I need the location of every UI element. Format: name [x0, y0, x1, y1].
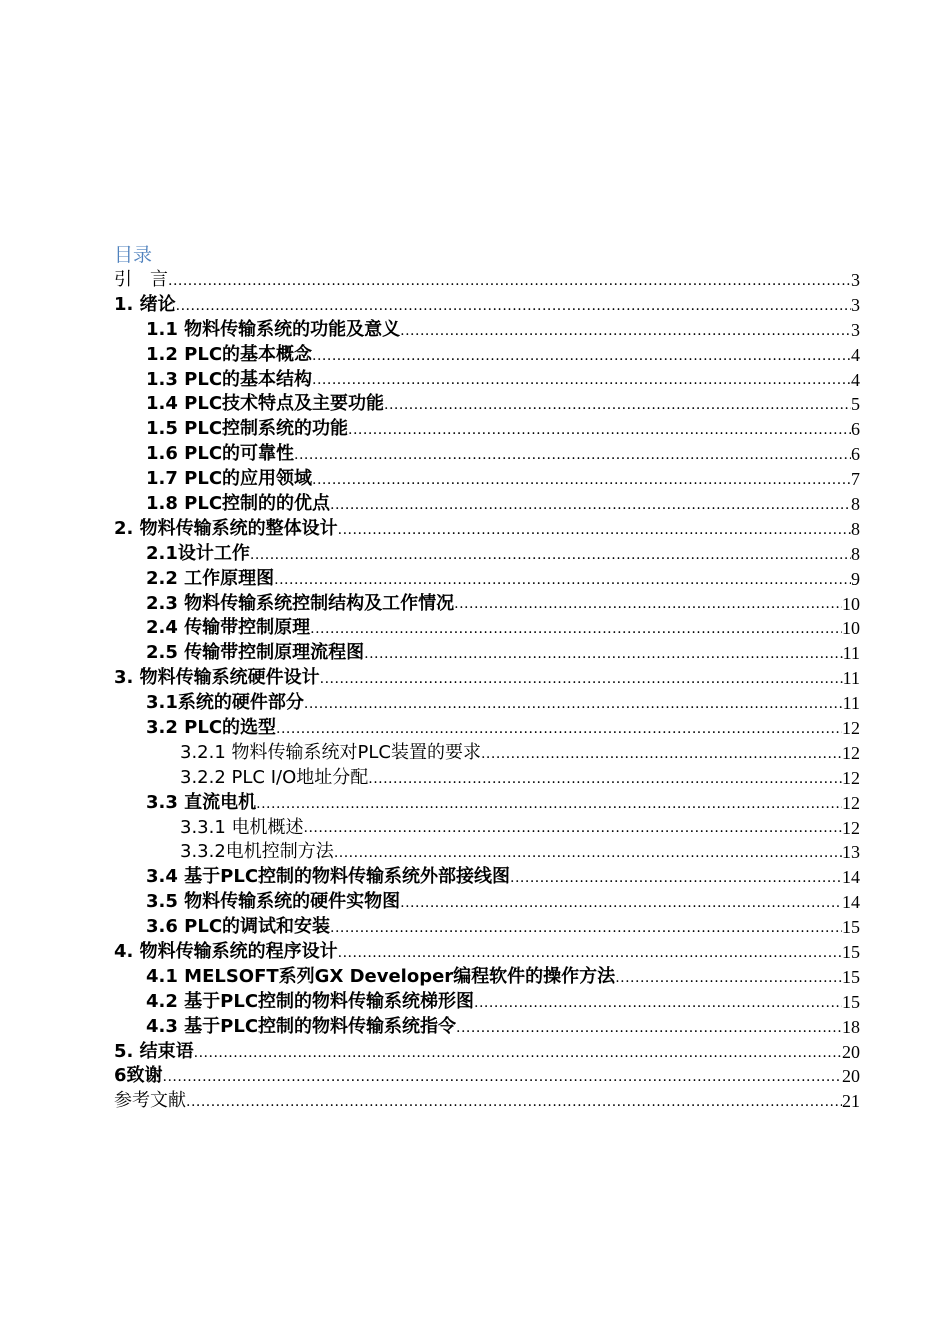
toc-entry-page-number: 3 — [851, 294, 860, 315]
toc-dot-leader — [330, 498, 851, 512]
toc-entry-title: 3.1系统的硬件部分 — [146, 692, 304, 714]
toc-dot-leader — [186, 1095, 842, 1109]
toc-dot-leader — [474, 996, 842, 1010]
toc-entry-title: 4.2 基于PLC控制的物料传输系统梯形图 — [146, 990, 475, 1012]
toc-entry-title: 3.3 直流电机 — [146, 791, 257, 813]
toc-entry[interactable] — [114, 442, 860, 467]
toc-dot-leader — [338, 523, 851, 537]
toc-entry-page-number: 15 — [842, 966, 860, 987]
toc-entry-page-number: 8 — [851, 518, 860, 539]
toc-entry-page-number: 8 — [851, 543, 860, 564]
toc-entry-page-number: 15 — [842, 917, 860, 938]
toc-entry-page-number: 13 — [842, 842, 860, 863]
toc-entry[interactable] — [114, 741, 860, 766]
toc-entry-page-number: 8 — [851, 494, 860, 514]
toc-dot-leader — [304, 697, 843, 711]
toc-dot-leader — [400, 896, 842, 910]
toc-entry-title: 3.2.2 PLC I/O地址分配 — [180, 766, 369, 788]
toc-dot-leader — [304, 821, 842, 835]
toc-entry-title: 1.5 PLC控制系统的功能 — [146, 418, 349, 440]
toc-entry[interactable] — [114, 592, 860, 617]
toc-list — [114, 268, 860, 1114]
toc-entry-title: 1.6 PLC的可靠性 — [146, 443, 295, 465]
toc-dot-leader — [456, 1021, 842, 1035]
toc-entry-title: 2.1设计工作 — [146, 542, 250, 564]
toc-entry[interactable] — [114, 318, 860, 343]
toc-entry-title: 2.5 传输带控制原理流程图 — [146, 642, 365, 664]
toc-entry-page-number: 6 — [851, 419, 860, 440]
toc-entry[interactable] — [114, 492, 860, 517]
toc-entry-title: 1.1 物料传输系统的功能及意义 — [146, 318, 401, 340]
toc-entry[interactable] — [114, 965, 860, 990]
toc-entry[interactable] — [114, 890, 860, 915]
toc-entry-title: 3.2.1 物料传输系统对PLC装置的要求 — [180, 741, 481, 763]
toc-entry-page-number: 21 — [842, 1091, 860, 1112]
toc-heading: 目录 — [114, 244, 153, 266]
toc-entry-title: 2.2 工作原理图 — [146, 567, 275, 589]
toc-dot-leader — [312, 373, 851, 387]
toc-entry[interactable] — [114, 816, 860, 841]
toc-entry-title: 3.5 物料传输系统的硬件实物图 — [146, 891, 401, 913]
toc-entry[interactable] — [114, 940, 860, 965]
toc-dot-leader — [510, 871, 842, 885]
toc-dot-leader — [168, 274, 851, 288]
toc-dot-leader — [310, 622, 842, 636]
toc-dot-leader — [330, 921, 842, 935]
toc-entry[interactable] — [114, 542, 860, 567]
toc-entry-title: 3.6 PLC的调试和安装 — [146, 916, 331, 938]
toc-dot-leader — [348, 423, 851, 437]
toc-entry-page-number: 15 — [842, 991, 860, 1012]
toc-entry-page-number: 20 — [842, 1041, 860, 1062]
toc-entry-page-number: 12 — [842, 767, 860, 788]
toc-dot-leader — [334, 846, 842, 860]
toc-dot-leader — [454, 597, 842, 611]
toc-entry[interactable] — [114, 716, 860, 741]
toc-entry-page-number: 20 — [842, 1066, 860, 1087]
toc-entry-title: 1.4 PLC技术特点及主要功能 — [146, 393, 385, 415]
toc-dot-leader — [400, 324, 851, 338]
toc-dot-leader — [176, 299, 851, 313]
toc-entry[interactable] — [114, 1015, 860, 1040]
toc-entry-page-number: 4 — [851, 369, 860, 390]
toc-entry-page-number: 10 — [842, 593, 860, 614]
toc-entry-page-number: 14 — [842, 867, 860, 888]
toc-entry-title: 3.3.1 电机概述 — [180, 816, 304, 838]
toc-dot-leader — [481, 747, 842, 761]
toc-entry[interactable] — [114, 791, 860, 816]
toc-dot-leader — [615, 971, 842, 985]
toc-entry-page-number: 7 — [851, 469, 860, 490]
toc-entry[interactable] — [114, 567, 860, 592]
toc-entry[interactable] — [114, 268, 860, 293]
toc-entry[interactable] — [114, 990, 860, 1015]
toc-entry[interactable] — [114, 1040, 860, 1065]
toc-dot-leader — [256, 797, 842, 811]
toc-entry[interactable] — [114, 343, 860, 368]
toc-entry[interactable] — [114, 517, 860, 542]
toc-entry-page-number: 9 — [851, 568, 860, 589]
toc-entry-page-number: 10 — [842, 618, 860, 639]
toc-entry[interactable] — [114, 865, 860, 890]
toc-entry-page-number: 11 — [842, 693, 860, 714]
toc-entry-title: 3.3.2电机控制方法 — [180, 841, 334, 863]
toc-entry[interactable] — [114, 1089, 860, 1114]
toc-entry-page-number: 3 — [851, 269, 860, 290]
toc-dot-leader — [338, 946, 842, 960]
toc-entry-title: 1.8 PLC控制的的优点 — [146, 493, 331, 514]
toc-entry-page-number: 3 — [851, 319, 860, 340]
toc-entry-title: 6致谢 — [114, 1065, 163, 1087]
toc-dot-leader — [250, 548, 851, 562]
toc-entry[interactable] — [114, 616, 860, 641]
toc-entry-page-number: 14 — [842, 892, 860, 913]
toc-entry-title: 4.3 基于PLC控制的物料传输系统指令 — [146, 1015, 457, 1037]
toc-entry-title: 参考文献 — [114, 1090, 186, 1112]
toc-entry-title: 2.3 物料传输系统控制结构及工作情况 — [146, 592, 455, 614]
toc-entry[interactable] — [114, 392, 860, 417]
toc-dot-leader — [384, 398, 851, 412]
toc-entry-page-number: 5 — [851, 394, 860, 415]
toc-entry-title: 1.3 PLC的基本结构 — [146, 368, 313, 390]
toc-entry-title: 1.2 PLC的基本概念 — [146, 343, 313, 365]
table-of-contents — [114, 242, 860, 1114]
toc-entry[interactable] — [114, 666, 860, 691]
toc-dot-leader — [276, 722, 842, 736]
toc-entry-title: 1. 绪论 — [114, 293, 176, 315]
toc-dot-leader — [312, 473, 851, 487]
toc-entry-title: 4. 物料传输系统的程序设计 — [114, 941, 338, 963]
toc-dot-leader — [364, 647, 843, 661]
toc-entry[interactable] — [114, 641, 860, 666]
toc-entry[interactable] — [114, 915, 860, 940]
toc-dot-leader — [194, 1046, 842, 1060]
toc-entry-title: 3. 物料传输系统硬件设计 — [114, 667, 320, 689]
toc-dot-leader — [163, 1070, 842, 1084]
toc-entry[interactable] — [114, 368, 860, 393]
toc-entry-page-number: 12 — [842, 742, 860, 763]
toc-entry[interactable] — [114, 1065, 860, 1090]
toc-entry-page-number: 6 — [851, 444, 860, 465]
toc-entry-page-number: 12 — [842, 817, 860, 838]
toc-dot-leader — [312, 349, 851, 363]
toc-entry-title: 3.2 PLC的选型 — [146, 717, 277, 739]
toc-entry[interactable] — [114, 766, 860, 791]
toc-entry[interactable] — [114, 417, 860, 442]
toc-entry-page-number: 12 — [842, 792, 860, 813]
toc-dot-leader — [320, 672, 843, 686]
toc-entry-page-number: 18 — [842, 1016, 860, 1037]
toc-entry-page-number: 11 — [842, 668, 860, 689]
toc-entry[interactable] — [114, 293, 860, 318]
toc-entry-page-number: 15 — [842, 942, 860, 963]
toc-entry[interactable] — [114, 691, 860, 716]
toc-entry-title: 2.4 传输带控制原理 — [146, 617, 311, 639]
toc-entry-title: 5. 结束语 — [114, 1040, 194, 1062]
toc-entry-page-number: 12 — [842, 718, 860, 739]
toc-entry[interactable] — [114, 467, 860, 492]
toc-entry-title: 3.4 基于PLC控制的物料传输系统外部接线图 — [146, 866, 511, 888]
toc-dot-leader — [294, 448, 851, 462]
toc-entry-title: 1.7 PLC的应用领域 — [146, 468, 313, 490]
toc-entry[interactable] — [114, 840, 860, 865]
toc-dot-leader — [368, 772, 842, 786]
toc-entry-title: 4.1 MELSOFT系列GX Developer编程软件的操作方法 — [146, 965, 616, 987]
toc-entry-page-number: 4 — [851, 344, 860, 365]
toc-entry-page-number: 11 — [842, 643, 860, 664]
toc-entry-title: 2. 物料传输系统的整体设计 — [114, 517, 338, 539]
toc-entry-title: 引 言 — [114, 268, 168, 290]
toc-dot-leader — [274, 573, 851, 587]
